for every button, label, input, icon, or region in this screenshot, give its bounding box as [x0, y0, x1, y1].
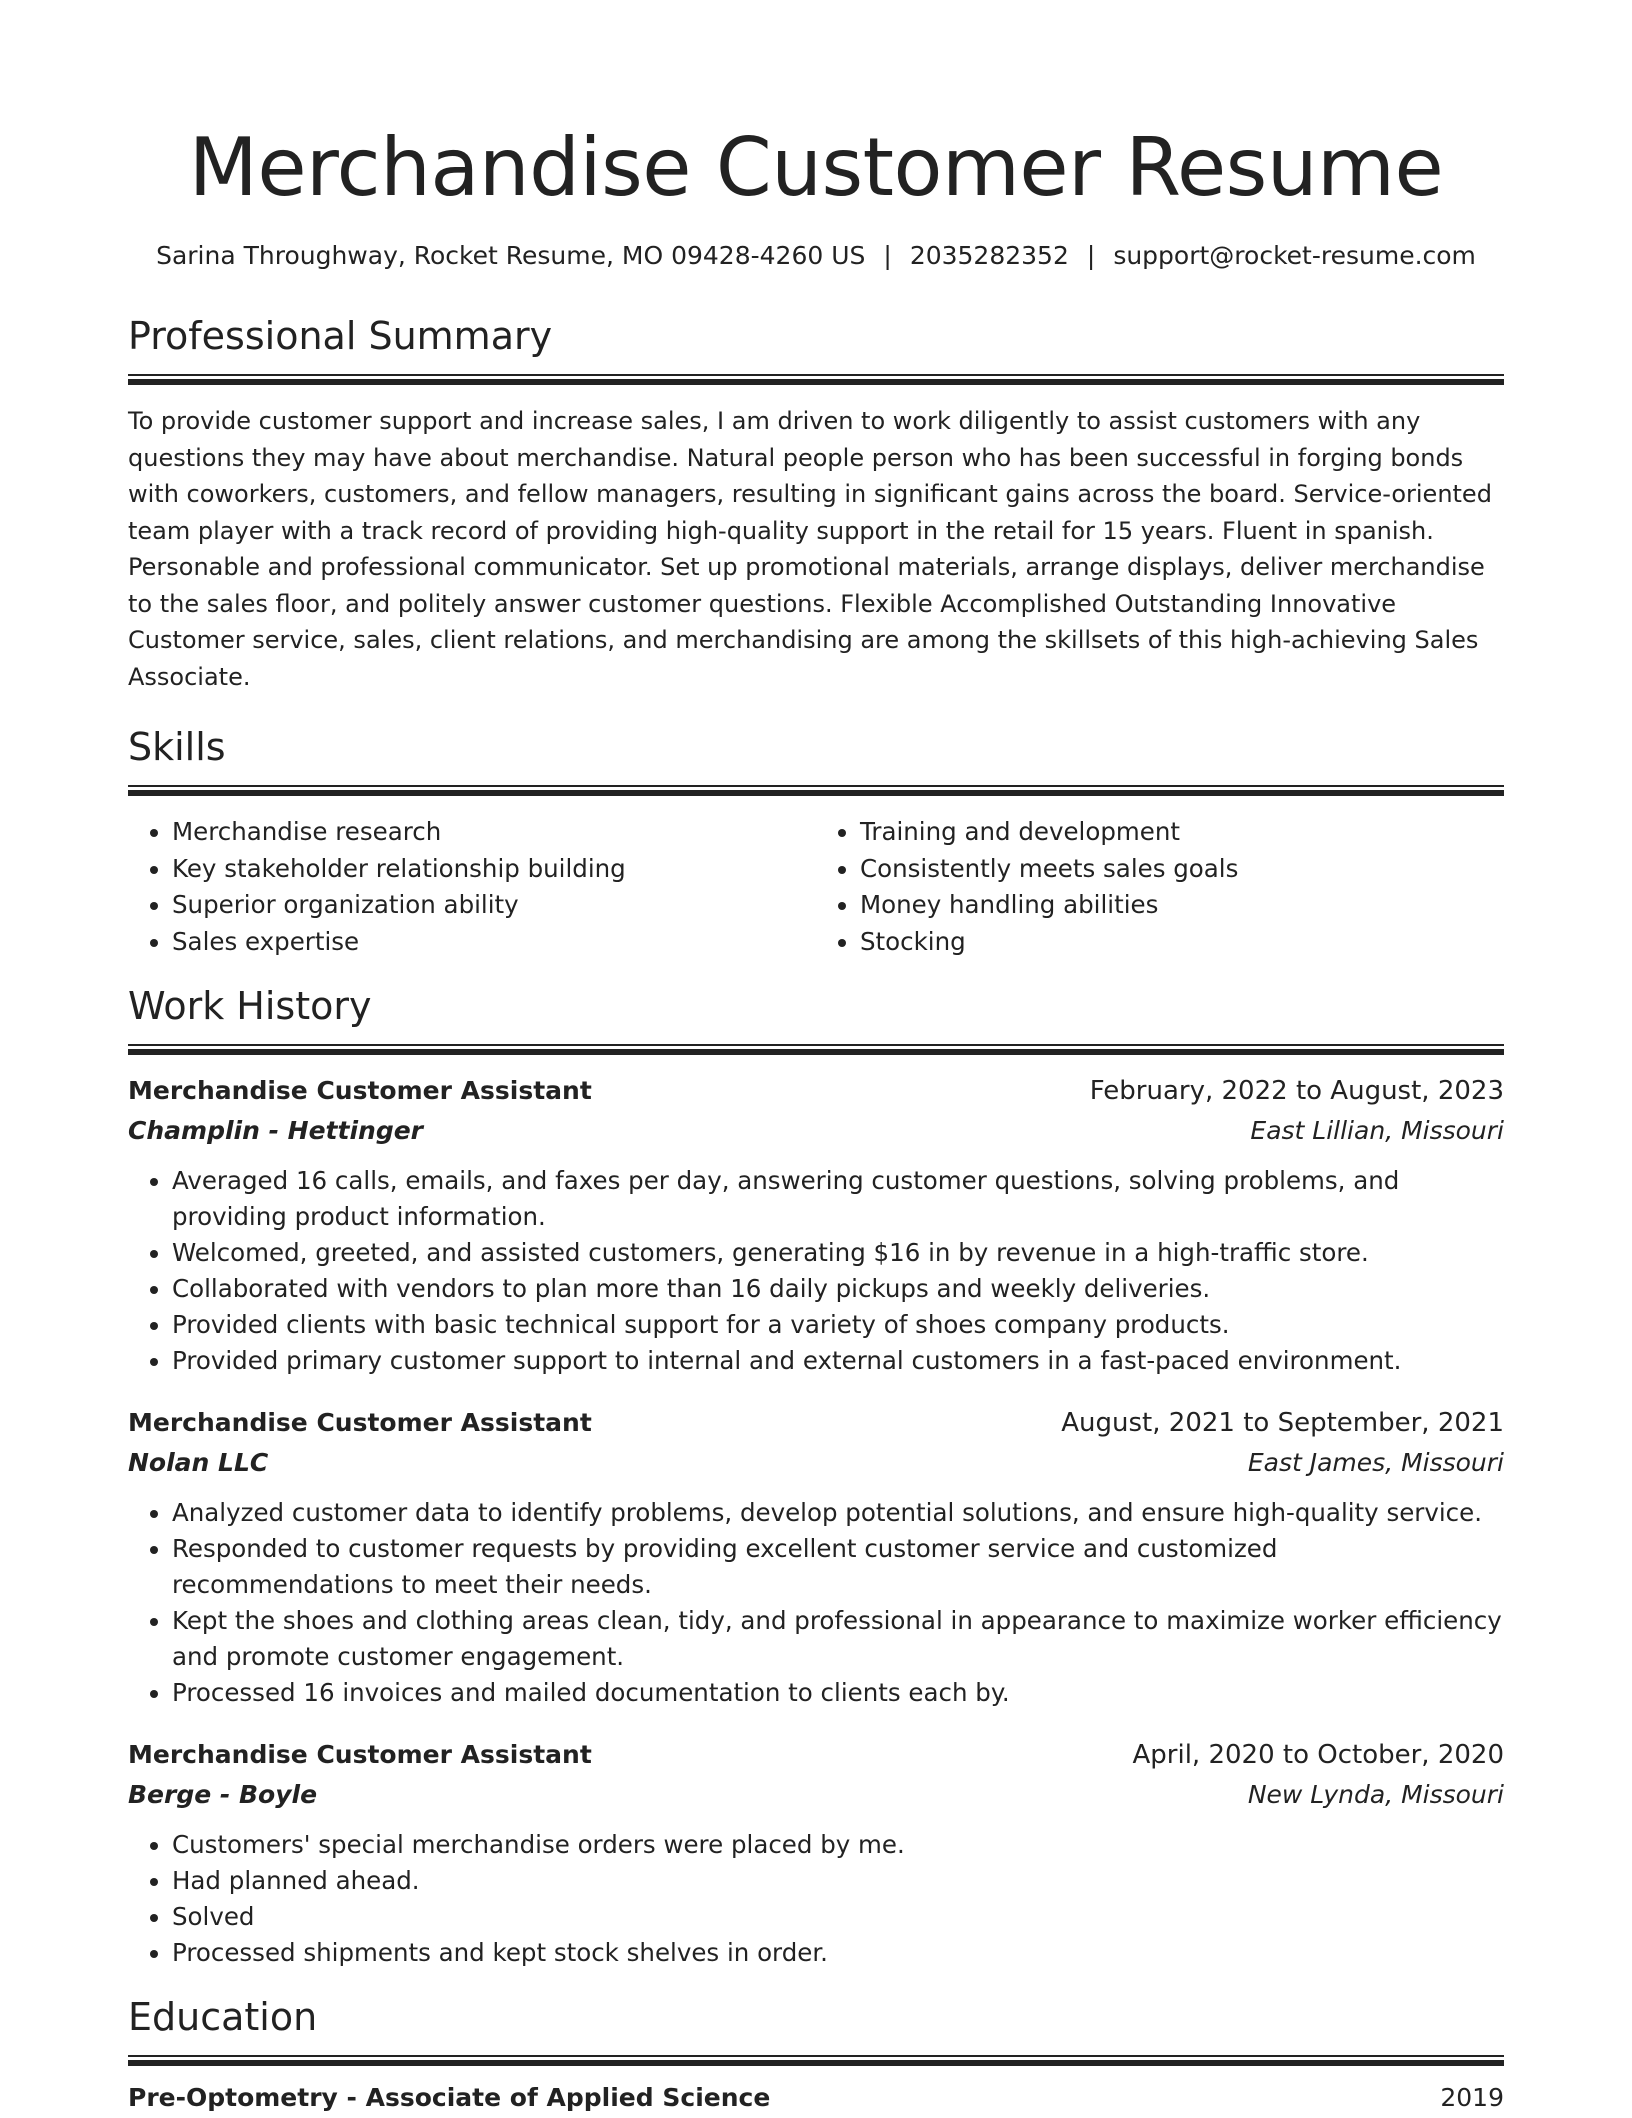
job-entry	[128, 1071, 1504, 1379]
skills-left-column	[128, 814, 816, 960]
skills-columns	[128, 814, 1504, 960]
skills-section	[128, 723, 1504, 960]
job-entry	[128, 1403, 1504, 1711]
skill-item: • Merchandise research	[172, 814, 816, 851]
skill-item: • Money handling abilities	[860, 887, 1504, 924]
job-header	[128, 1071, 1504, 1111]
job-bullet: • Processed shipments and kept stock shelves in order.	[172, 1935, 1504, 1971]
contact-line	[128, 238, 1504, 274]
job-bullet: • Had planned ahead.	[172, 1863, 1504, 1899]
skill-item: • Key stakeholder relationship building	[172, 851, 816, 888]
job-bullet: • Customers' special merchandise orders were placed by me.	[172, 1827, 1504, 1863]
summary-text: To provide customer support and increase sales, I am driven to work diligently to assist customers with any questions they may have about merchandise. Natural people person who has been successful in forging bonds with coworkers, customers, and fellow managers, resulting in significant gains across the board. Service-oriented team player with a track record of providing high-quality support in the retail for 15 years. Fluent in spanish. Personable and professional communicator. Set up promotional materials, arrange displays, deliver merchandise to the sales floor, and politely answer customer questions. Flexible Accomplished Outstanding Innovative Customer service, sales, client relations, and merchandising are among the skillsets of this high-achieving Sales Associate.	[128, 407, 1492, 691]
contact-separator: |	[883, 241, 892, 270]
job-location: East Lillian, Missouri	[1250, 1116, 1504, 1145]
contact-phone: 2035282352	[909, 241, 1069, 270]
job-header	[128, 1735, 1504, 1775]
job-company: Nolan LLC	[128, 1448, 269, 1477]
skill-item: • Consistently meets sales goals	[860, 851, 1504, 888]
job-bullet: • Welcomed, greeted, and assisted customers, generating $16 in by revenue in a high-traffic store.	[172, 1235, 1504, 1271]
education-section	[128, 1993, 1504, 2118]
job-bullet: • Processed 16 invoices and mailed documentation to clients each by.	[172, 1675, 1504, 1711]
contact-address: Sarina Throughway, Rocket Resume, MO 09428-4260 US	[156, 241, 866, 270]
contact-separator: |	[1086, 241, 1096, 270]
summary-heading: Professional Summary	[128, 314, 553, 358]
skill-item: • Stocking	[860, 924, 1504, 961]
job-dates: August, 2021 to September, 2021	[1061, 1408, 1504, 1438]
job-title: Merchandise Customer Assistant	[128, 1076, 592, 1105]
skill-item: • Sales expertise	[172, 924, 816, 961]
job-bullet: • Kept the shoes and clothing areas clean, tidy, and professional in appearance to maximize worker efficiency and promote customer engagement.	[172, 1603, 1504, 1675]
resume-title: Merchandise Customer Resume	[188, 121, 1444, 214]
job-bullet: • Solved	[172, 1899, 1504, 1935]
contact-email[interactable]: support@rocket-resume.com	[1113, 241, 1476, 270]
education-heading: Education	[128, 1995, 318, 2039]
job-company: Berge - Boyle	[128, 1780, 318, 1809]
job-subheader	[128, 1111, 1504, 1151]
skill-item: • Training and development	[860, 814, 1504, 851]
job-bullet: • Collaborated with vendors to plan more than 16 daily pickups and weekly deliveries.	[172, 1271, 1504, 1307]
job-bullet: • Provided clients with basic technical support for a variety of shoes company products.	[172, 1307, 1504, 1343]
job-location: New Lynda, Missouri	[1247, 1780, 1504, 1809]
skill-item: • Superior organization ability	[172, 887, 816, 924]
job-dates: April, 2020 to October, 2020	[1132, 1740, 1504, 1770]
education-year: 2019	[1440, 2083, 1504, 2112]
job-entry	[128, 1735, 1504, 1971]
job-bullets	[128, 1827, 1504, 1971]
section-divider	[128, 374, 1504, 385]
resume-page	[128, 0, 1504, 2118]
job-bullet: • Provided primary customer support to internal and external customers in a fast-paced environment.	[172, 1343, 1504, 1379]
summary-section	[128, 312, 1504, 695]
work-history-section	[128, 982, 1504, 1971]
job-header	[128, 1403, 1504, 1443]
job-dates: February, 2022 to August, 2023	[1089, 1076, 1504, 1106]
job-bullets	[128, 1495, 1504, 1711]
job-company: Champlin - Hettinger	[128, 1116, 424, 1145]
education-degree: Pre-Optometry - Associate of Applied Science	[128, 2083, 771, 2112]
work-history-heading: Work History	[128, 984, 372, 1028]
job-location: East James, Missouri	[1247, 1448, 1504, 1477]
skills-right-column	[816, 814, 1504, 960]
job-title: Merchandise Customer Assistant	[128, 1408, 592, 1437]
section-divider	[128, 785, 1504, 796]
skills-heading: Skills	[128, 725, 226, 769]
job-bullet: • Averaged 16 calls, emails, and faxes per day, answering customer questions, solving problems, and providing product information.	[172, 1163, 1504, 1235]
job-title: Merchandise Customer Assistant	[128, 1740, 592, 1769]
job-subheader	[128, 1775, 1504, 1815]
job-bullets	[128, 1163, 1504, 1379]
job-bullet: • Responded to customer requests by providing excellent customer service and customized recommendations to meet their needs.	[172, 1531, 1504, 1603]
section-divider	[128, 2055, 1504, 2066]
job-bullet: • Analyzed customer data to identify problems, develop potential solutions, and ensure high-quality service.	[172, 1495, 1504, 1531]
job-subheader	[128, 1443, 1504, 1483]
section-divider	[128, 1044, 1504, 1055]
education-entry	[128, 2078, 1504, 2118]
